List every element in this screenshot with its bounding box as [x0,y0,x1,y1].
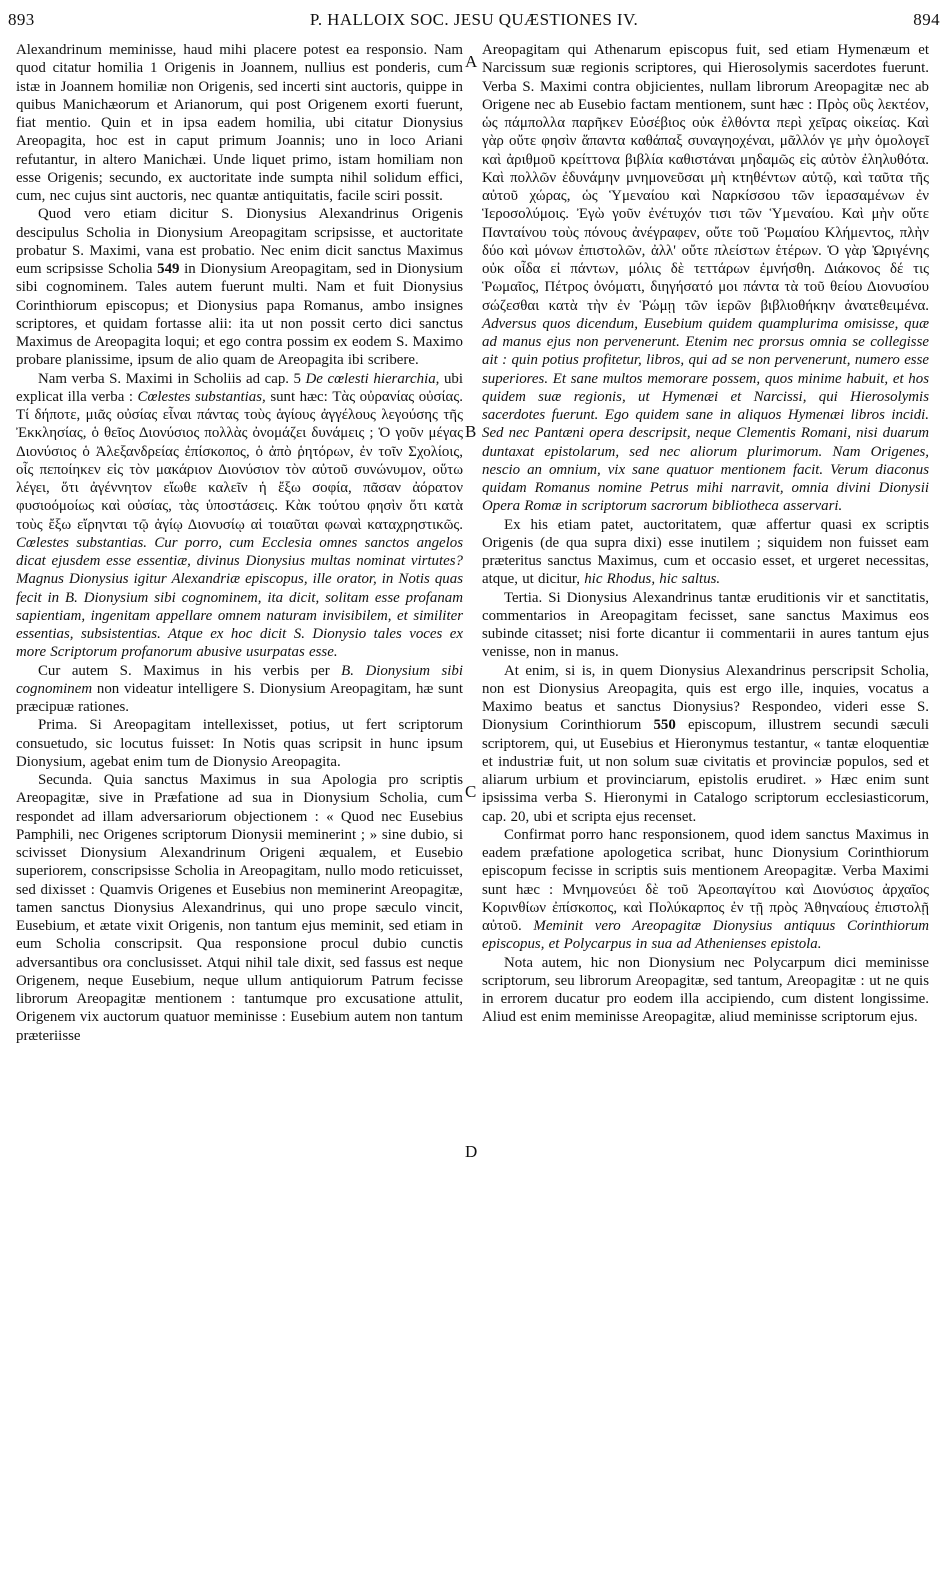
paragraph: Alexandrinum meminisse, haud mihi placere potest ea responsio. Nam quod citatur homilia 1 Origenis in Joannem, nullius est ponderis, cum istæ in Joannem homiliæ non Origenis, sed incerti sint auctoris, quippe in quibus Manichæorum et Arianorum, qui post Origenem exorti fuerunt, fiat mentio. Quin et in ipsa eadem homilia, ubi citatur Dionysius Areopagita, hoc est in caput primum Joannis; uno in loco Ariani refutantur, in altero Manichæi. Unde liquet primo, istam homiliam non esse Origenis; secundo, ex auctoritate inde sumpta nihil solidum effici, cum, nec cujus sint auctoris, nec quantæ antiquitatis, facile sciri possit. [16,42,463,204]
paragraph: Confirmat porro hanc responsionem, quod idem sanctus Maximus in eadem præfatione apologetica scribat, hunc Dionysium Corinthiorum episcopum fecisse in scriptis suis mentionem Areopagitæ. Verba Maximi sunt hæc : Μνημονεύει δὲ τοῦ Ἀρεοπαγίτου καὶ Διονύσιος ἀρχαῖος Κορινθίων ἐπίσκοπος, καὶ Πολύκαρπος ἐν τῇ πρὸς Ἀθηναίους ἐπιστολῇ αὐτοῦ. Meminit vero Areopagitæ Dionysius antiquus Corinthiorum episcopus, et Polycarpus in sua ad Athenienses epistola. [482,826,929,953]
page-number-left: 893 [8,10,35,29]
paragraph: Nota autem, hic non Dionysium nec Polycarpum dici meminisse scriptorum, seu librorum Areopagitæ, sed tantum, Areopagitæ : ut ne quis in errorem ducatur pro eodem illa accipiendo, cum distent longissime. Aliud est enim meminisse Areopagitæ, aliud meminisse scriptorum ejus. [482,954,929,1026]
paragraph: Prima. Si Areopagitam intellexisset, potius, ut fert scriptorum consuetudo, sic locutus fuisset: In Notis quas scripsit in hunc ipsum Dionysium, agebat enim tum de Dionysio Areopagita. [16,717,463,770]
margin-letter-c: C [465,782,477,801]
right-column [482,41,929,1027]
paragraph: Tertia. Si Dionysius Alexandrinus tantæ eruditionis vir et sanctitatis, commentarios in Areopagitam fecisset, sane sanctus Maximus eos subinde citasset; nisi forte dicantur ii commentarii in aures tantum ejus venisse, non in manus. [482,589,929,661]
column-number: 550 [653,717,676,734]
column-number: 549 [157,261,180,277]
margin-letter-b: B [465,422,477,441]
margin-letter-a: A [465,52,478,71]
left-column [16,41,463,1045]
page-header [8,10,940,32]
page-number-right: 894 [913,10,940,29]
paragraph: Nam verba S. Maximi in Scholiis ad cap. 5 De cœlesti hierarchia, ubi explicat illa verba : Cœlestes substantias, sunt hæc: Τὰς οὐρανίας οὐσίας. Τί δήποτε, μιᾶς οὐσίας εἶναι πάντας τοὺς ἁγίους ἀγγέλους λεγούσης τῆς Ἐκκλησίας, ὁ θεῖος Διονύσιος πολλὰς ὀνομάζει δυνάμεις ; Ὁ γοῦν μέγας Διονύσιος ὁ Ἀλεξανδρείας ἐπίσκοπος, ὁ ἀπὸ ῥητόρων, ἐν τοῖν Σχολίοις, οἷς πεποίηκεν εἰς τὸν μακάριον Διονύσιον τὸν αὐτοῦ συνώνυμον, οὕτω λέγει, ὅτι ἀγέννητον εἴωθε καλεῖν ἡ ἔξω σοφία, πᾶσαν ἀόρατον φυσιοόμοίως καὶ οὐσίας, τὰς ὑποστάσεις. Κὰκ τούτου φησὶν ὅτι κατὰ τοὺς ἔξω εἴρηνται τῷ ἁγίῳ Διονυσίῳ αἱ τοιαῦται φωναὶ καταχρηστικῶς. Cœlestes substantias. Cur porro, cum Ecclesia omnes sanctos angelos dicat ejusdem esse essentiæ, divinus Dionysius multas nominat virtutes? Magnus Dionysius igitur Alexandriæ episcopus, ille orator, in Notis quas fecit in B. Dionysium sibi cognominem, ita dicit, solitam esse profanam sapientiam, ingenitam appellare omnem naturam invisibilem, et similiter essentias, subsistentias. Atque ex hoc dicit S. Dionysio tales voces ex more Scriptorum profanorum abusive usurpatas esse. [16,370,463,661]
margin-letter-d: D [465,1142,478,1161]
paragraph: Areopagitam qui Athenarum episcopus fuit, sed etiam Hymenæum et Narcissum suæ regionis scriptores, qui Hierosolymis sacerdotes fuerunt. Verba S. Maximi contra objicientes, nullam librorum Areopagitæ nec ab Origene nec ab Eusebio factam mentionem, sunt hæc : Πρὸς οὓς λεκτέον, ὡς πάμπολλα παρῆκεν Εὐσέβιος οὐκ ἐλθόντα περὶ χεῖρας οἰκείας. Καὶ γὰρ οὔτε φησὶν ἅπαντα καθάπαξ συναγηοχέναι, μᾶλλόν γε μὴν ὁμολογεῖ καὶ ἀριθμοῦ κρείττονα βιβλία καθιστάναι μηδαμῶς εἰς αὐτὸν ἐληλυθότα. Καὶ πολλῶν ἐδυνάμην μνημονεῦσαι μὴ κτηθέντων αὐτῷ, καὶ ταῦτα τῆς αὐτοῦ χώρας, ὡς Ὑμεναίου καὶ Ναρκίσσου τῶν ἱερασαμένων ἐν Ἱεροσολύμοις. Ἐγὼ γοῦν ἐνέτυχόν τισι τῶν Ὑμεναίου. Καὶ μὴν οὔτε Πανταίνου τοὺς πόνους ἀνέγραφεν, οὔτε τοῦ Ῥωμαίου Κλήμεντος, πλὴν δύο καὶ μόνων ἐπιστολῶν, ἀλλ' οὔτε πλείστων ἑτέρων. Ὁ γὰρ Ὠριγένης οὐκ οἶδα εἰ πάντων, μόλις δὲ τεττάρων ἐμνήσθη. Διάκονος δέ τις Ῥωμαῖος, Πέτρος ὀνόματι, διηγήσατό μοι πάντα τὰ τοῦ θείου Διονυσίου σώζεσθαι κατὰ τὴν ἐν Ῥώμῃ τῶν ἱερῶν βιβλιοθήκην ἀνατεθειμένα. Adversus quos dicendum, Eusebium quidem quamplurima omisisse, quæ ad manus ejus non pervenerunt. Etenim nec prorsus omnia se collegisse ait : quin potius profitetur, libros, qui ad se non pervenerunt, numero esse superiores. Et sane multos memorare possem, quos minime habuit, et hos quidem suæ regionis, ut Hymenæi et Narcissi, qui Hierosolymis sacerdotes fuerunt. Ego quidem sane in aliquos Hymenæi libros incidi. Sed nec Pantæni opera descripsit, neque Clementis Romani, nisi duarum duntaxat epistolarum, sed nec aliorum plurimorum. Nam Origenes, nescio an omnium, vix sane quatuor mentionem facit. Verum diaconus quidam Romanus nomine Petrus mihi narravit, omnia divini Dionysii Opera Romæ in scriptorum sacrorum bibliotheca asservari. [482,42,929,515]
running-title: P. HALLOIX SOC. JESU QUÆSTIONES IV. [309,10,639,29]
paragraph: Cur autem S. Maximus in his verbis per B. Dionysium sibi cognominem non videatur intelligere S. Dionysium Areopagitam, hæ sunt præcipuæ rationes. [16,662,463,715]
paragraph: Quod vero etiam dicitur S. Dionysius Alexandrinus Origenis descipulus Scholia in Dionysium Areopagitam scripsisse, et auctoritate probatur S. Maximi, vana est probatio. Nec enim dicit sanctus Maximus eum scripsisse Scholia 549 in Dionysium Areopagitam, sed in Dionysium sibi cognominem. Tales autem fuerunt multi. Nam et fuit Dionysius Corinthiorum episcopus; et Dionysius papa Romanus, ambo insignes scriptores, et quidam fortasse alii: ita ut non possit certo dici sanctus Maximus de Areopagita loqui; et ego contra possim ex eodem S. Maximo probare planissime, ipsum de alio quam de Areopagita ibi scribere. [16,206,463,369]
paragraph: Secunda. Quia sanctus Maximus in sua Apologia pro scriptis Areopagitæ, sive in Præfatione ad sua in Dionysium Scholia, cum respondet ad illam adversariorum objectionem : « Quod nec Eusebius Pamphili, nec Origenes scriptorum Dionysii meminerint ; » sine dubio, si scivisset Dionysium Alexandrinum Origeni æqualem, et Eusebio superiorem, conscripsisse Scholia in Areopagitam, nullo modo reticuisset, sed dixisset : Quamvis Origenes et Eusebius non meminerint Areopagitæ, tamen sanctus Dionysius Alexandrinus, qui uno prope sæculo vincit, Eusebium, et ætate vixit Origenis, non tantum ejus meminit, sed etiam in eum Scholia conscripsit. Qua responsione procul dubio cunctis adversantibus ora conclusisset. Atqui nihil tale dixit, sed fassus est neque Origenem, neque Eusebium, neque ullum antiquiorum Patrum fecisse librorum Areopagitæ mentionem : tantumque pro excusatione attulit, Origenem vix auctorum quatuor meminisse : Eusebium autem non tantum præteriisse [16,772,463,1044]
paragraph: At enim, si is, in quem Dionysius Alexandrinus perscripsit Scholia, non est Dionysius Areopagita, quis est ergo ille, inquies, vocatus a Maximo beatus et sanctus Dionysius? Respondeo, videri esse S. Dionysium Corinthiorum 550 episcopum, illustrem secundi sæculi scriptorem, qui, ut Eusebius et Hieronymus testantur, « tantæ eloquentiæ et industriæ fuit, ut non solum suæ civitatis et provinciæ populos, sed et aliarum urbium et provinciarum, epistolis erudiret. » Hæc enim sunt ipsissima verba S. Hieronymi in Catalogo scriptorum ecclesiasticorum, cap. 20, ubi et scripta ejus recenset. [482,662,929,825]
paragraph: Ex his etiam patet, auctoritatem, quæ affertur quasi ex scriptis Origenis (de qua supra dixi) esse inutilem ; siquidem non fuisset eam præteritus sanctus Maximus, cum et occasio esset, et urgeret necessitas, atque, ut dicitur, hic Rhodus, hic saltus. [482,516,929,588]
